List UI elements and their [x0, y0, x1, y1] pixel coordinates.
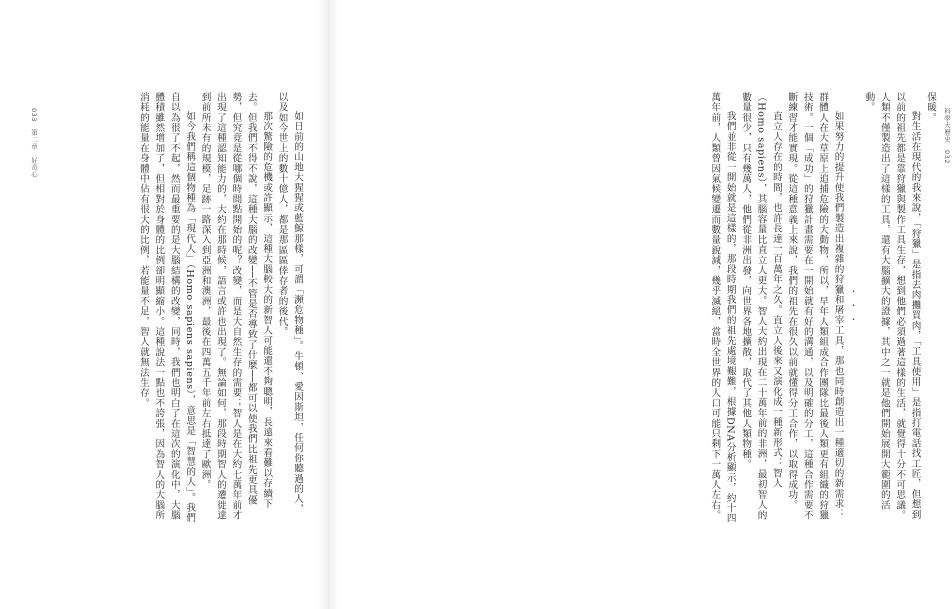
paragraph: 我們並非從一開始就是這樣的，那段時期我們的祖先處境艱難，根據DNA分析顯示，約十四萬年前，人類曾因氣候變遷而數量銳減，幾乎滅絕，當時全世界的人口可能只剩下一萬人左右。 [709, 92, 736, 524]
paragraph: 如果努力的提升使我們製造出複雜的狩獵和屠宰工具，那也同時創造出一種適切的新需求：群體人在大草原上追捕危險的大動物，所以，早年人類組成合作團隊比最後人類更有組織的狩獵技術。一個「成功」的狩獵計畫需要在一開始就有好的溝通，以及明確的分工，這種合作需要不斷練習才能實現。從這種意義上來說，我們的祖先在很久以前就懂得分工合作，以取得成功。 [786, 92, 844, 521]
right-page [329, 0, 951, 609]
right-running-head: 科學大歷史 032 [943, 108, 951, 164]
paragraph: 對生活在現代的我來說，「狩獵」是指去肉攤買肉，「工具使用」是指打電話找工匠，但想到以前的祖先都是靠狩獵與製作工具生存，想到他們必須過著這樣的生活，就覺得十分不可思議。人類不僅製造出了這樣的工具，還有大腦擴大的證據，其中之一就是他們開始展開大範圍的活動。 [863, 92, 921, 521]
paragraph: 直立人存在的時間，也許長達一百萬年之久。直立人後來又演化成一種新形式：智人（Homo sapiens），其腦容量比直立人更大。智人大約出現在二十萬年前的非洲，最初智人的數量很少，只有幾萬人，他們從非洲出發，向世界各地擴散，取代了其他人類物種。 [740, 92, 782, 521]
paragraph: 那次驚險的危機或許顯示，這種大腦較大的新智人可能還不夠聰明，長遠來看難以存續下去。但我們不得不說，這種大腦的改變──不管是否導致了什麼──都可以使我們比祖先更具優勢，但究竟是從哪個時間點開始的呢？改變，而是大自然生存的需要；智人是在大約七萬年前才出現了這種認知能力的，大約在那時候，語言或許也出現了。無論如何，那段時期智人的遷徙達到前所未有的規模，足跡一路深入到亞洲和澳洲，最後在四萬五千年前左右抵達了歐洲。 [199, 92, 273, 521]
paragraph: 如今我們稱這個物種為「現代人」（Homo sapiens sapiens），意思是「智慧的人」。我們自以為很了不起，然而最重要的是大腦結構的改變，同時，我們也明白了在這次的演化中，大腦體積雖然增加了，但相對於身體的比例卻明顯縮小。這種說法一點也不誇張，因為智人的大腦所消耗的能量在身體中佔有很大的比例，若能量不足，智人就無法生存。 [137, 92, 196, 524]
paragraph: 如日前的山地大猩猩或藍鯨那樣，可謂「瀕危物種」。牛頓、愛因斯坦，任何你聽過的人，以及如今世上的數十億人，都是那區區倖存者的後代。 [276, 92, 303, 515]
left-page [0, 0, 329, 609]
right-body-text [672, 92, 938, 524]
paragraph: 保暖。 [925, 92, 936, 123]
section-separator: ・・・ [848, 287, 858, 329]
left-body-text [43, 92, 305, 524]
left-running-head: 033 第二章 好奇心 [30, 108, 38, 178]
